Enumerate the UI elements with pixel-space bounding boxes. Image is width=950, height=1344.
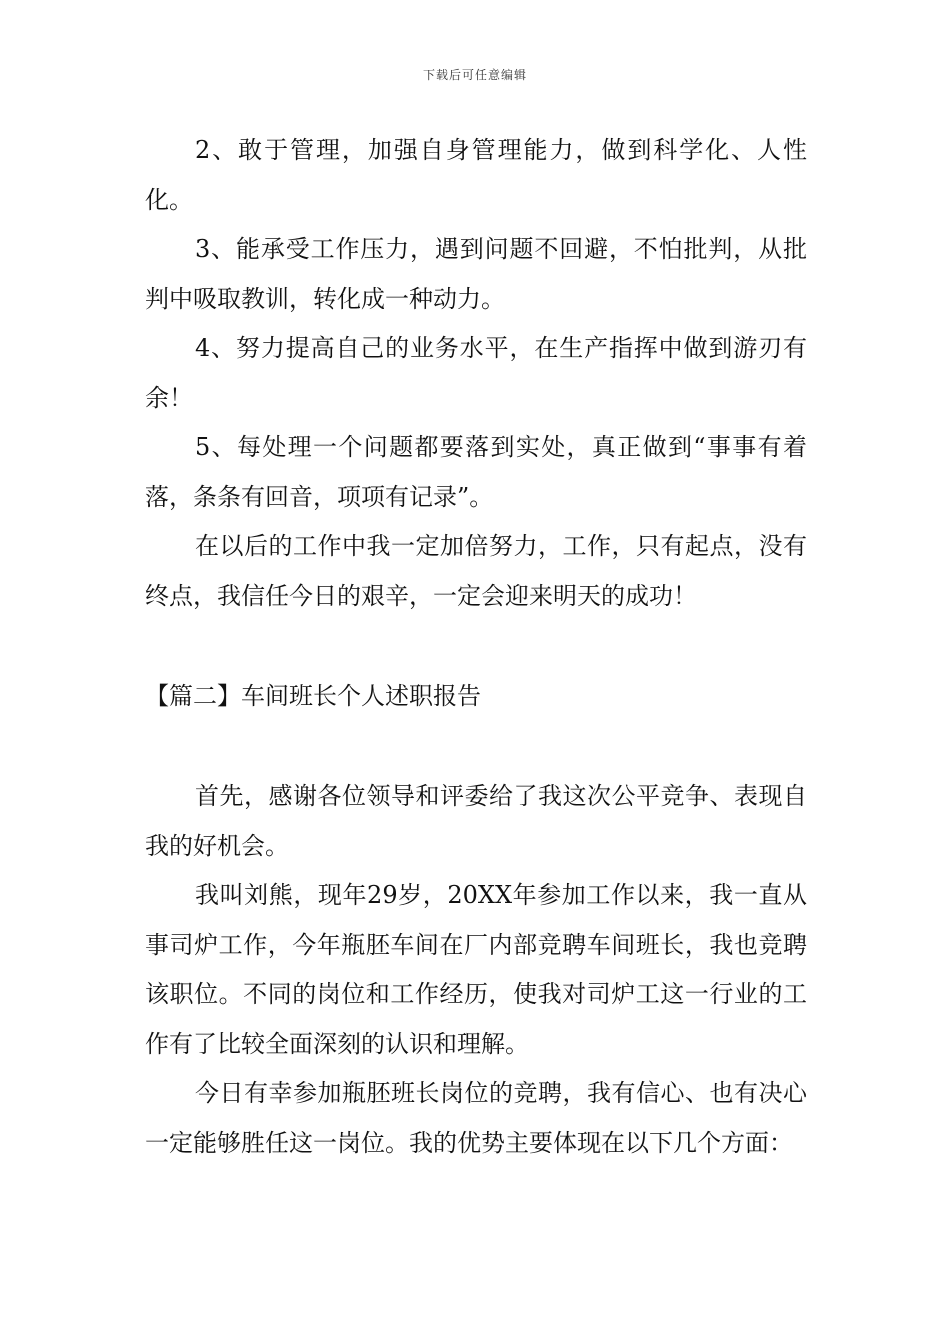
body-text-block-1 bbox=[145, 126, 807, 621]
body-text-block-2 bbox=[145, 772, 807, 1168]
section-heading: 【篇二】车间班长个人述职报告 bbox=[145, 682, 481, 710]
paragraph-item-3: 3、能承受工作压力，遇到问题不回避，不怕批判，从批判中吸取教训，转化成一种动力。 bbox=[145, 235, 807, 313]
header-note: 下载后可任意编辑 bbox=[422, 68, 527, 82]
paragraph-item-2: 2、敢于管理，加强自身管理能力，做到科学化、人性化。 bbox=[145, 136, 807, 214]
paragraph-item-5: 5、每处理一个问题都要落到实处，真正做到“事事有着落，条条有回音，项项有记录”。 bbox=[145, 433, 807, 511]
paragraph-introduction: 我叫刘熊，现年29岁，20XX年参加工作以来，我一直从事司炉工作，今年瓶胚车间在厂内部竞聘车间班长，我也竞聘该职位。不同的岗位和工作经历，使我对司炉工这一行业的工作有了比较全面深刻的认识和理解。 bbox=[145, 881, 807, 1058]
paragraph-thanks: 首先，感谢各位领导和评委给了我这次公平竞争、表现自我的好机会。 bbox=[145, 782, 807, 860]
paragraph-item-4: 4、努力提高自己的业务水平，在生产指挥中做到游刃有余！ bbox=[145, 334, 807, 412]
paragraph-confidence: 今日有幸参加瓶胚班长岗位的竞聘，我有信心、也有决心一定能够胜任这一岗位。我的优势主要体现在以下几个方面： bbox=[145, 1079, 807, 1157]
paragraph-closing: 在以后的工作中我一定加倍努力，工作，只有起点，没有终点，我信任今日的艰辛，一定会迎来明天的成功！ bbox=[145, 532, 807, 610]
